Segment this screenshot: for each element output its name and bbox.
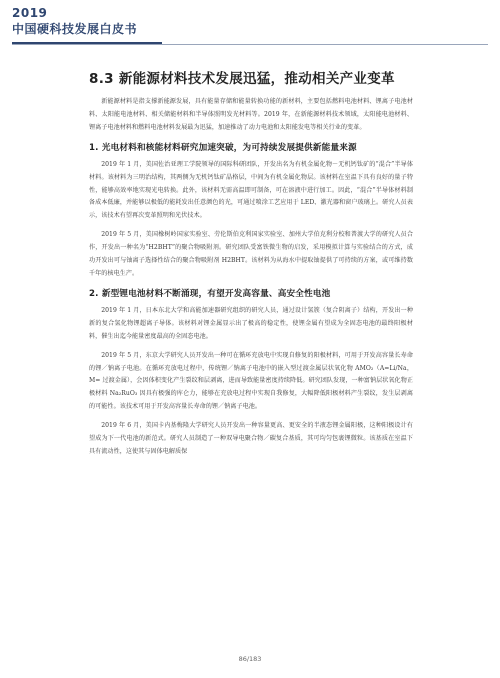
body-content: [89, 96, 413, 465]
header-title: 中国硬科技发展白皮书: [12, 22, 138, 36]
paragraph: 2019 年 5 月，东京大学研究人员开发出一种可在循环充放电中实现自修复的阳极材料，可用于开发高容量长寿命的锂／钠离子电池。在循环充放电过程中，传统锂／钠离子电池中的嵌入型过渡金属层状氧化物 AMO₂（A=Li/Na，M= 过渡金属），会因体积变化产生裂纹和层剥离，进而导致能量密度持续降低。研究团队发现，一种富钠层状氧化物正极材料 Na₂RuO₃ 因具有极强的库仑力，能够在充放电过程中实现自我修复，大幅降低阳极材料产生裂纹，发生层剥离的可能性。该技术可用于开发高容量长寿命的锂／钠离子电池。: [89, 351, 413, 411]
paragraph: 2019 年 6 月，美国卡内基梅隆大学研究人员开发出一种容量更高、更安全的半液态锂金属阳极，这种阳极设计有望成为下一代电池的新范式。研究人员制造了一种双导电聚合物／碳复合基质，其可均匀包裹锂微粒。该基质在室温下具有流动性，这使其与固体电解质保: [89, 422, 413, 455]
page-header: [12, 6, 137, 37]
paragraph: 2019 年 5 月，美国橡树岭国家实验室、劳伦斯伯克利国家实验室、加州大学伯克利分校和普渡大学的研究人员合作，开发出一种名为“H2BHT”的聚合物吸附剂。研究团队受富铁微生物的启发，采用模拟计算与实验结合的方式，成功开发出可与铀离子选择性结合的聚合物吸附剂 H2BHT。该材料为从海水中提取铀提供了可持续的方案，或可维持数千年的核电生产。: [89, 231, 413, 277]
page-number: 86/183: [238, 655, 262, 663]
header-rule: [12, 44, 488, 45]
paragraph: 2019 年 1 月，日本东北大学和高能加速器研究组织的研究人员，通过设计氢簇（复合阴离子）结构，开发出一种新的复合氢化物锂超离子导体。该材料对锂金属显示出了极高的稳定性，使锂金属有望成为全固态电池的最终阳极材料，催生出迄今能量密度最高的全固态电池。: [89, 306, 413, 340]
subsection-heading-1: 1. 光电材料和核能材料研究加速突破，为可持续发展提供新能量来源: [89, 142, 357, 153]
subsection-heading-2: 2. 新型锂电池材料不断涌现，有望开发高容量、高安全性电池: [89, 288, 331, 299]
section-title: 8.3 新能源材料技术发展迅猛，推动相关产业变革: [89, 71, 395, 87]
header-year: 2019: [12, 6, 48, 20]
intro-paragraph: 新能源材料是指支撑新能源发展，具有能量存储和能量转换功能的新材料，主要包括燃料电池材料、锂离子电池材料、太阳能电池材料、相关储能材料和半导体照明发光材料等。2019 年，在新能源材料技术领域，太阳能电池材料、锂离子电池材料和燃料电池材料发展最为迅猛，加速推动了动力电池和太阳能发电等相关行业的变革。: [89, 98, 413, 131]
paragraph: 2019 年 1 月，美国佐治亚理工学院领导的国际科研团队，开发出名为有机金属化物－无机钙钛矿的“混合”半导体材料。该材料为三明治结构，其两侧为无机钙钛矿晶格层，中间为有机金属化物层。该材料在室温下具有良好的量子特性，能够高效率地实现光电转换。此外，该材料无需高温即可制备，可在溶液中进行加工。因此，“混合”半导体材料制备成本低廉，并能够以极低的能耗发出任意颜色的光，可通过喷涂工艺应用于 LED、激光器和窗户玻璃上。研究人员表示，该技术有望再次变革照明和光伏技术。: [89, 160, 413, 220]
